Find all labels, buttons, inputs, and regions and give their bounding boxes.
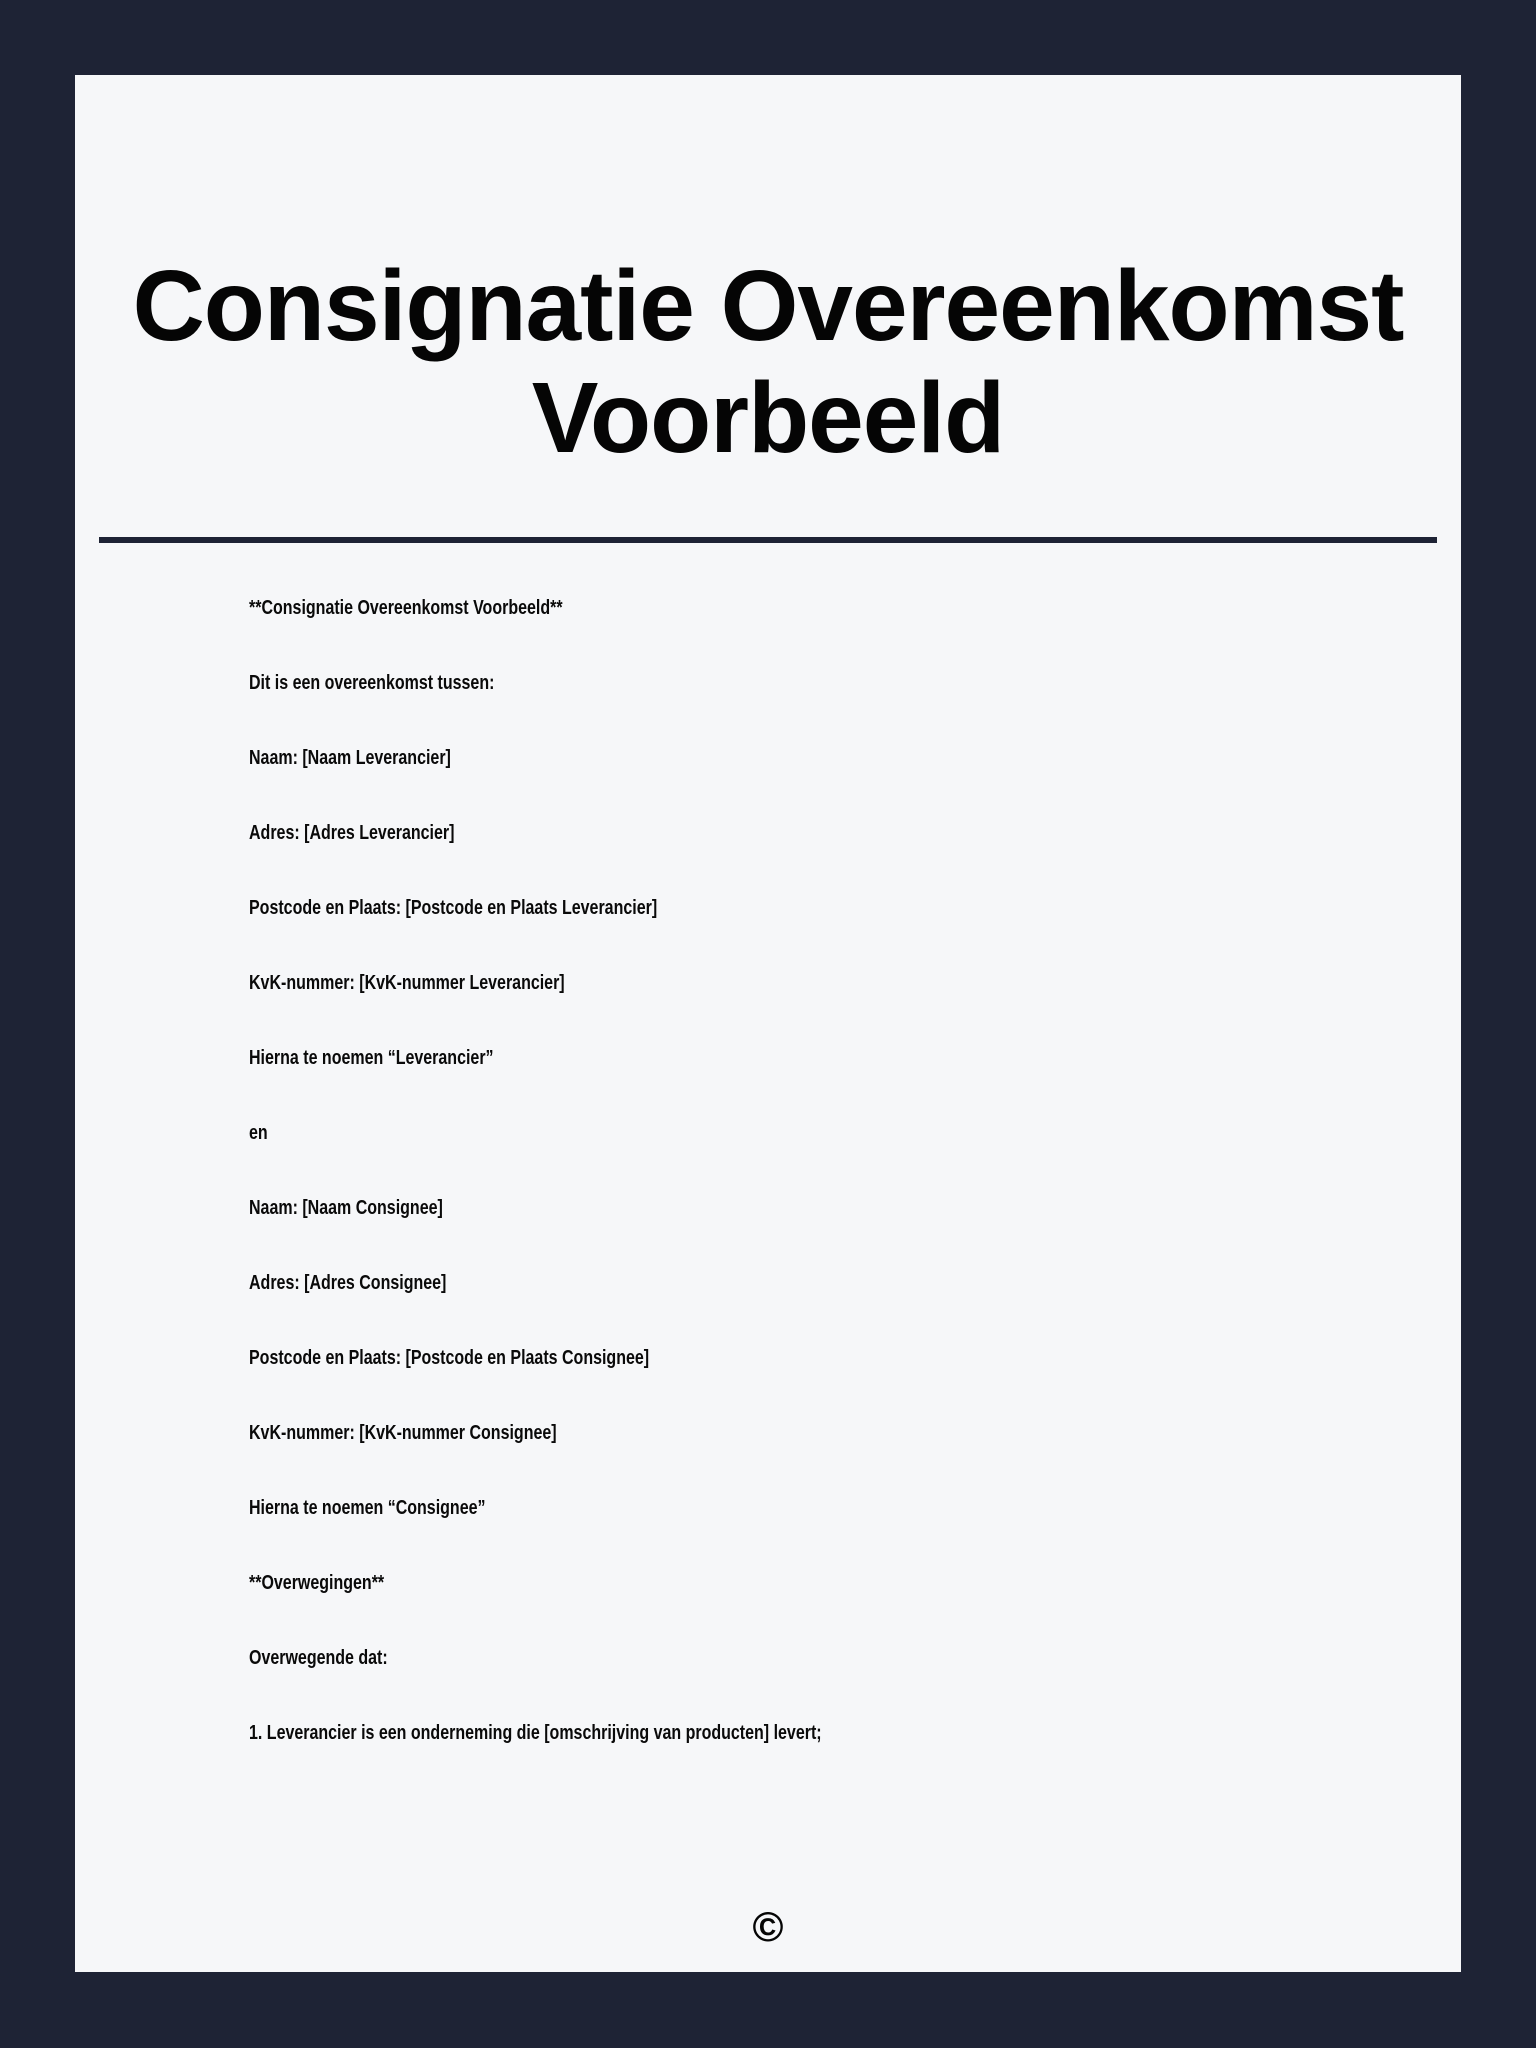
body-paragraph: Adres: [Adres Leverancier] bbox=[249, 822, 455, 844]
body-paragraph: Naam: [Naam Leverancier] bbox=[249, 747, 451, 769]
page-footer bbox=[75, 1904, 1461, 1950]
body-paragraph: Adres: [Adres Consignee] bbox=[249, 1272, 447, 1294]
body-paragraph: Overwegende dat: bbox=[249, 1647, 388, 1669]
document-title: Consignatie Overeenkomst Voorbeeld bbox=[132, 250, 1404, 474]
body-paragraph: 1. Leverancier is een onderneming die [omschrijving van producten] levert; bbox=[249, 1722, 822, 1744]
body-paragraph: Hierna te noemen “Leverancier” bbox=[249, 1047, 494, 1069]
document-page bbox=[75, 75, 1461, 1972]
body-paragraph: **Overwegingen** bbox=[249, 1572, 385, 1594]
body-paragraph: en bbox=[249, 1122, 268, 1144]
body-paragraph: Postcode en Plaats: [Postcode en Plaats Consignee] bbox=[249, 1347, 650, 1369]
copyright-symbol: © bbox=[752, 1903, 784, 1950]
body-paragraph: Hierna te noemen “Consignee” bbox=[249, 1497, 486, 1519]
body-paragraph: KvK-nummer: [KvK-nummer Consignee] bbox=[249, 1422, 557, 1444]
document-body bbox=[75, 597, 1461, 1745]
body-paragraph: **Consignatie Overeenkomst Voorbeeld** bbox=[249, 597, 563, 619]
body-paragraph: Postcode en Plaats: [Postcode en Plaats Leverancier] bbox=[249, 897, 658, 919]
body-paragraph: Dit is een overeenkomst tussen: bbox=[249, 672, 495, 694]
title-divider bbox=[99, 537, 1437, 543]
body-paragraph: Naam: [Naam Consignee] bbox=[249, 1197, 443, 1219]
body-paragraph: KvK-nummer: [KvK-nummer Leverancier] bbox=[249, 972, 565, 994]
